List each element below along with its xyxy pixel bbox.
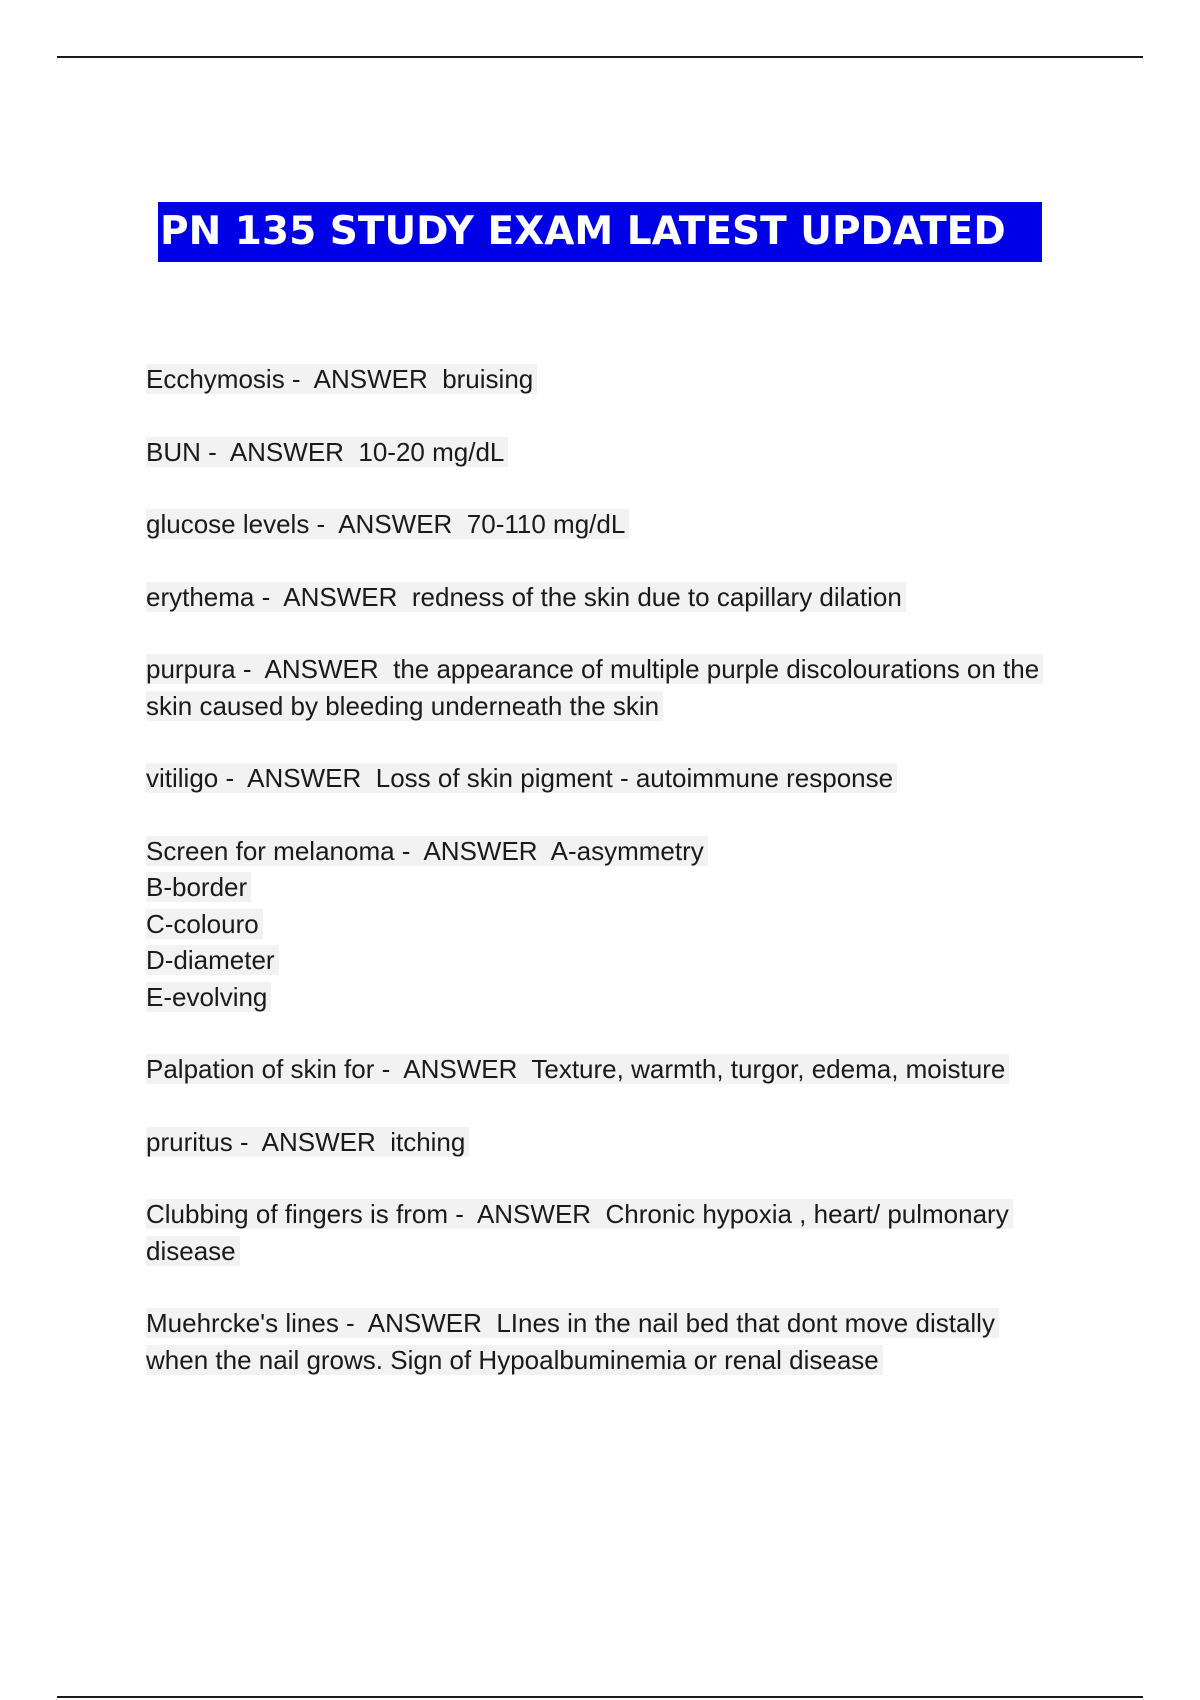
qa-line — [146, 1127, 469, 1157]
answer-label: ANSWER — [476, 1199, 606, 1229]
qa-answer: redness of the skin due to capillary dilation — [411, 581, 902, 612]
qa-line — [146, 437, 508, 467]
answer-label: ANSWER — [283, 581, 412, 612]
answer-label: ANSWER — [367, 1308, 497, 1338]
qa-answer: Texture, warmth, turgor, edema, moisture — [531, 1054, 1006, 1084]
qa-term: Muehrcke's lines — [146, 1308, 339, 1338]
qa-separator: - — [232, 1126, 262, 1157]
qa-answer: 70-110 mg/dL — [466, 509, 626, 539]
qa-line — [146, 836, 708, 1012]
qa-term: Clubbing of fingers is from — [146, 1199, 449, 1229]
qa-separator: - — [254, 581, 284, 612]
qa-item — [146, 651, 1046, 724]
qa-separator: - — [235, 654, 265, 684]
qa-answer: 10-20 mg/dL — [358, 436, 505, 467]
qa-separator: - — [284, 364, 314, 394]
qa-item — [146, 1305, 1046, 1378]
qa-line — [146, 763, 897, 793]
top-rule — [57, 56, 1143, 58]
answer-label: ANSWER — [338, 509, 467, 539]
qa-line — [146, 509, 629, 539]
qa-item — [146, 760, 1046, 797]
qa-answer: LInes in the nail bed that dont move distally when the nail grows. Sign of Hypoalbuminemia or renal disease — [146, 1308, 995, 1375]
qa-answer: A-asymmetry B-border C-colouro D-diameter E-evolving — [146, 835, 704, 1012]
qa-answer: itching — [390, 1126, 466, 1157]
qa-answer: the appearance of multiple purple discolourations on the skin caused by bleeding underneath the skin — [146, 654, 1040, 721]
qa-separator: - — [448, 1199, 477, 1229]
qa-term: Palpation of skin for — [146, 1054, 375, 1084]
qa-line — [146, 1199, 1013, 1266]
qa-answer: Loss of skin pigment - autoimmune response — [375, 763, 894, 793]
qa-item — [146, 579, 1046, 616]
answer-label: ANSWER — [229, 436, 359, 467]
qa-item — [146, 1196, 1046, 1269]
answer-label: ANSWER — [403, 1054, 532, 1084]
answer-label: ANSWER — [313, 364, 443, 394]
qa-answer: bruising — [442, 364, 534, 394]
qa-item — [146, 1051, 1046, 1088]
qa-separator: - — [394, 835, 424, 866]
qa-separator: - — [374, 1054, 404, 1084]
qa-item — [146, 506, 1046, 543]
qa-list — [146, 361, 1046, 1414]
answer-label: ANSWER — [247, 763, 376, 793]
qa-item — [146, 1124, 1046, 1161]
qa-separator: - — [218, 763, 248, 793]
qa-line — [146, 364, 537, 394]
qa-line — [146, 582, 906, 612]
qa-term: BUN — [146, 436, 201, 467]
qa-term: Screen for melanoma — [146, 835, 395, 866]
qa-item — [146, 833, 1046, 1016]
qa-separator: - — [338, 1308, 368, 1338]
qa-line — [146, 1054, 1009, 1084]
qa-term: purpura — [146, 654, 236, 684]
qa-item — [146, 434, 1046, 471]
answer-label: ANSWER — [423, 835, 551, 866]
answer-label: ANSWER — [264, 654, 394, 684]
qa-term: Ecchymosis — [146, 364, 285, 394]
qa-answer: Chronic hypoxia , heart/ pulmonary disease — [146, 1199, 1009, 1266]
qa-term: erythema — [146, 581, 255, 612]
qa-separator: - — [309, 509, 339, 539]
qa-term: pruritus — [146, 1126, 233, 1157]
qa-item — [146, 361, 1046, 398]
qa-term: vitiligo — [146, 763, 219, 793]
qa-line — [146, 1308, 999, 1375]
bottom-rule — [57, 1696, 1143, 1698]
qa-term: glucose levels — [146, 509, 310, 539]
qa-line — [146, 654, 1043, 721]
document-title: PN 135 STUDY EXAM LATEST UPDATED — [158, 202, 1042, 262]
answer-label: ANSWER — [261, 1126, 391, 1157]
qa-separator: - — [200, 436, 230, 467]
